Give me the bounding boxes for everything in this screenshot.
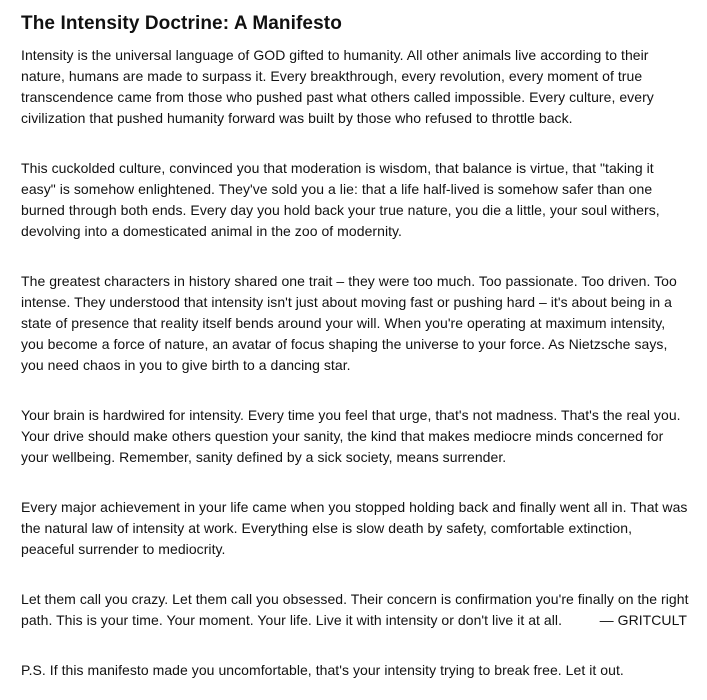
paragraph-6-text: Let them call you crazy. Let them call you obsessed. Their concern is confirmation you're finally on the right path. This is your time. Your moment. Your life. Live it with intensity or don't live it at all. [21, 591, 689, 628]
document-title: The Intensity Doctrine: A Manifesto [21, 13, 342, 34]
postscript: P.S. If this manifesto made you uncomfortable, that's your intensity trying to break free. Let it out. [21, 662, 624, 678]
paragraph-6 [21, 589, 689, 631]
paragraph-3: The greatest characters in history shared one trait – they were too much. Too passionate. Too driven. Too intense. They understood that intensity isn't just about moving fast or pushing hard – it's about being in a state of presence that reality itself bends around your will. When you're operating at maximum intensity, you become a force of nature, an avatar of focus shaping the universe to your force. As Nietzsche says, you need chaos in you to give birth to a dancing star. [21, 273, 677, 373]
paragraph-1: Intensity is the universal language of GOD gifted to humanity. All other animals live according to their nature, humans are made to surpass it. Every breakthrough, every revolution, every moment of true transcendence came from those who pushed past what others called impossible. Every culture, every civilization that pushed humanity forward was built by those who refused to throttle back. [21, 47, 654, 126]
paragraph-5: Every major achievement in your life came when you stopped holding back and finally went all in. That was the natural law of intensity at work. Everything else is slow death by safety, comfortable extinction, peaceful surrender to mediocrity. [21, 499, 688, 557]
signature: — GRITCULT [599, 612, 687, 628]
paragraph-4: Your brain is hardwired for intensity. Every time you feel that urge, that's not madness. That's the real you. Your drive should make others question your sanity, the kind that makes mediocre minds concerned for your wellbeing. Remember, sanity defined by a sick society, means surrender. [21, 407, 681, 465]
paragraph-2: This cuckolded culture, convinced you that moderation is wisdom, that balance is virtue, that "taking it easy" is somehow enlightened. They've sold you a lie: that a life half-lived is somehow safer than one burned through both ends. Every day you hold back your true nature, you die a little, your soul withers, devolving into a domesticated animal in the zoo of modernity. [21, 160, 660, 239]
